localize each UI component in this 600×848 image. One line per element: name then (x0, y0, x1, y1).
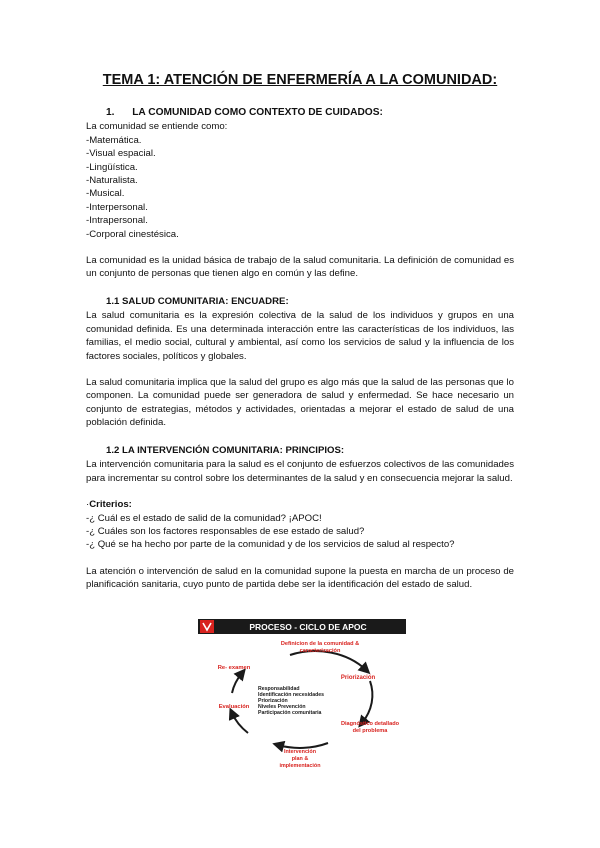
list-item: -Naturalista. (86, 175, 138, 187)
criteria-item: -¿ Cuál es el estado de salid de la comunidad? ¡APOC! (86, 512, 322, 524)
step-definition-line-2: caracterización (299, 648, 341, 654)
section-1-intro: La comunidad se entiende como: (86, 121, 228, 133)
step-evaluation: Evaluación (218, 704, 250, 710)
section-1-2 (86, 444, 514, 592)
step-prioritization: Priorización (340, 675, 376, 681)
section-1-2-heading: 1.2 LA INTERVENCIÓN COMUNITARIA: PRINCIPIOS: (106, 445, 345, 456)
center-item: Participación comunitaria (258, 710, 322, 716)
apoc-cycle-diagram (198, 617, 406, 777)
step-definition: Definicion de la comunidad & (280, 641, 360, 647)
list-item: -Lingüística. (86, 161, 138, 173)
center-item: Niveles Prevención (258, 704, 306, 710)
section-1-1-heading: 1.1 SALUD COMUNITARIA: ENCUADRE: (106, 296, 289, 307)
step-intervention-line-2: plan & (291, 756, 309, 762)
section-1-2-paragraph-1: La intervención comunitaria para la salud es el conjunto de esfuerzos colectivos de las comunidades para incrementar su control sobre los determinantes de la salud y en consecuencia mejorar la salud. (86, 459, 514, 484)
section-1 (86, 106, 514, 281)
step-intervention: Intervención (283, 749, 317, 755)
criteria-label: ·Criterios: (86, 499, 132, 511)
section-1-1 (86, 295, 514, 430)
list-item: -Interpersonal. (86, 201, 148, 213)
center-item: Identificación necesidades (258, 692, 325, 698)
step-intervention-line-3: implementación (279, 763, 321, 769)
step-diagnosis-line-2: del problema (352, 728, 388, 734)
section-1-1-paragraph-1: La salud comunitaria es la expresión colectiva de la salud de los individuos y grupos en una comunidad definida. Es una determinada interacción entre las características de los individuos, las familias, el medio social, cultural y ambiental, así como los servicios de salud y la influencia de los factores sociales, políticos y globales. (86, 310, 514, 362)
step-diagnosis: Diagnóstico detallado (340, 721, 400, 727)
section-1-2-paragraph-2: La atención o intervención de salud en la comunidad supone la puesta en marcha de un proceso de planificación sanitaria, cuyo punto de partida debe ser la identificación del estado de salud. (86, 565, 514, 591)
center-item: Priorización (258, 698, 288, 704)
section-1-1-paragraph-2: La salud comunitaria implica que la salud del grupo es algo más que la salud de las personas que lo componen. La comunidad puede ser generadora de salud y enfermedad. Se hace necesario un conjunto de estrategias, métodos y actividades, orientadas a mejorar el estado de salud de una población definida. (86, 377, 514, 429)
section-1-paragraph: La comunidad es la unidad básica de trabajo de la salud comunitaria. La definición de comunidad es un conjunto de personas que tienen algo en común y las define. (86, 255, 514, 280)
diagram-banner-title: PROCESO - CICLO DE APOC (249, 622, 367, 632)
page-title: TEMA 1: ATENCIÓN DE ENFERMERÍA A LA COMUNIDAD: (102, 72, 498, 88)
criteria-item: -¿ Cuáles son los factores responsables de ese estado de salud? (86, 526, 365, 538)
list-item: -Matemática. (86, 134, 142, 146)
section-1-heading-text: LA COMUNIDAD COMO CONTEXTO DE CUIDADOS: (132, 107, 383, 118)
center-item: Responsabilidad (258, 686, 300, 692)
criteria-item: -¿ Qué se ha hecho por parte de la comunidad y de los servicios de salud al respecto? (86, 539, 455, 551)
list-item: -Visual espacial. (86, 148, 156, 160)
list-item: -Musical. (86, 188, 125, 200)
list-item: -Intrapersonal. (86, 215, 148, 227)
section-1-heading (86, 106, 514, 119)
list-item: -Corporal cinestésica. (86, 228, 179, 240)
step-reexam: Re- examen (217, 665, 251, 671)
section-1-number: 1. (106, 107, 115, 118)
